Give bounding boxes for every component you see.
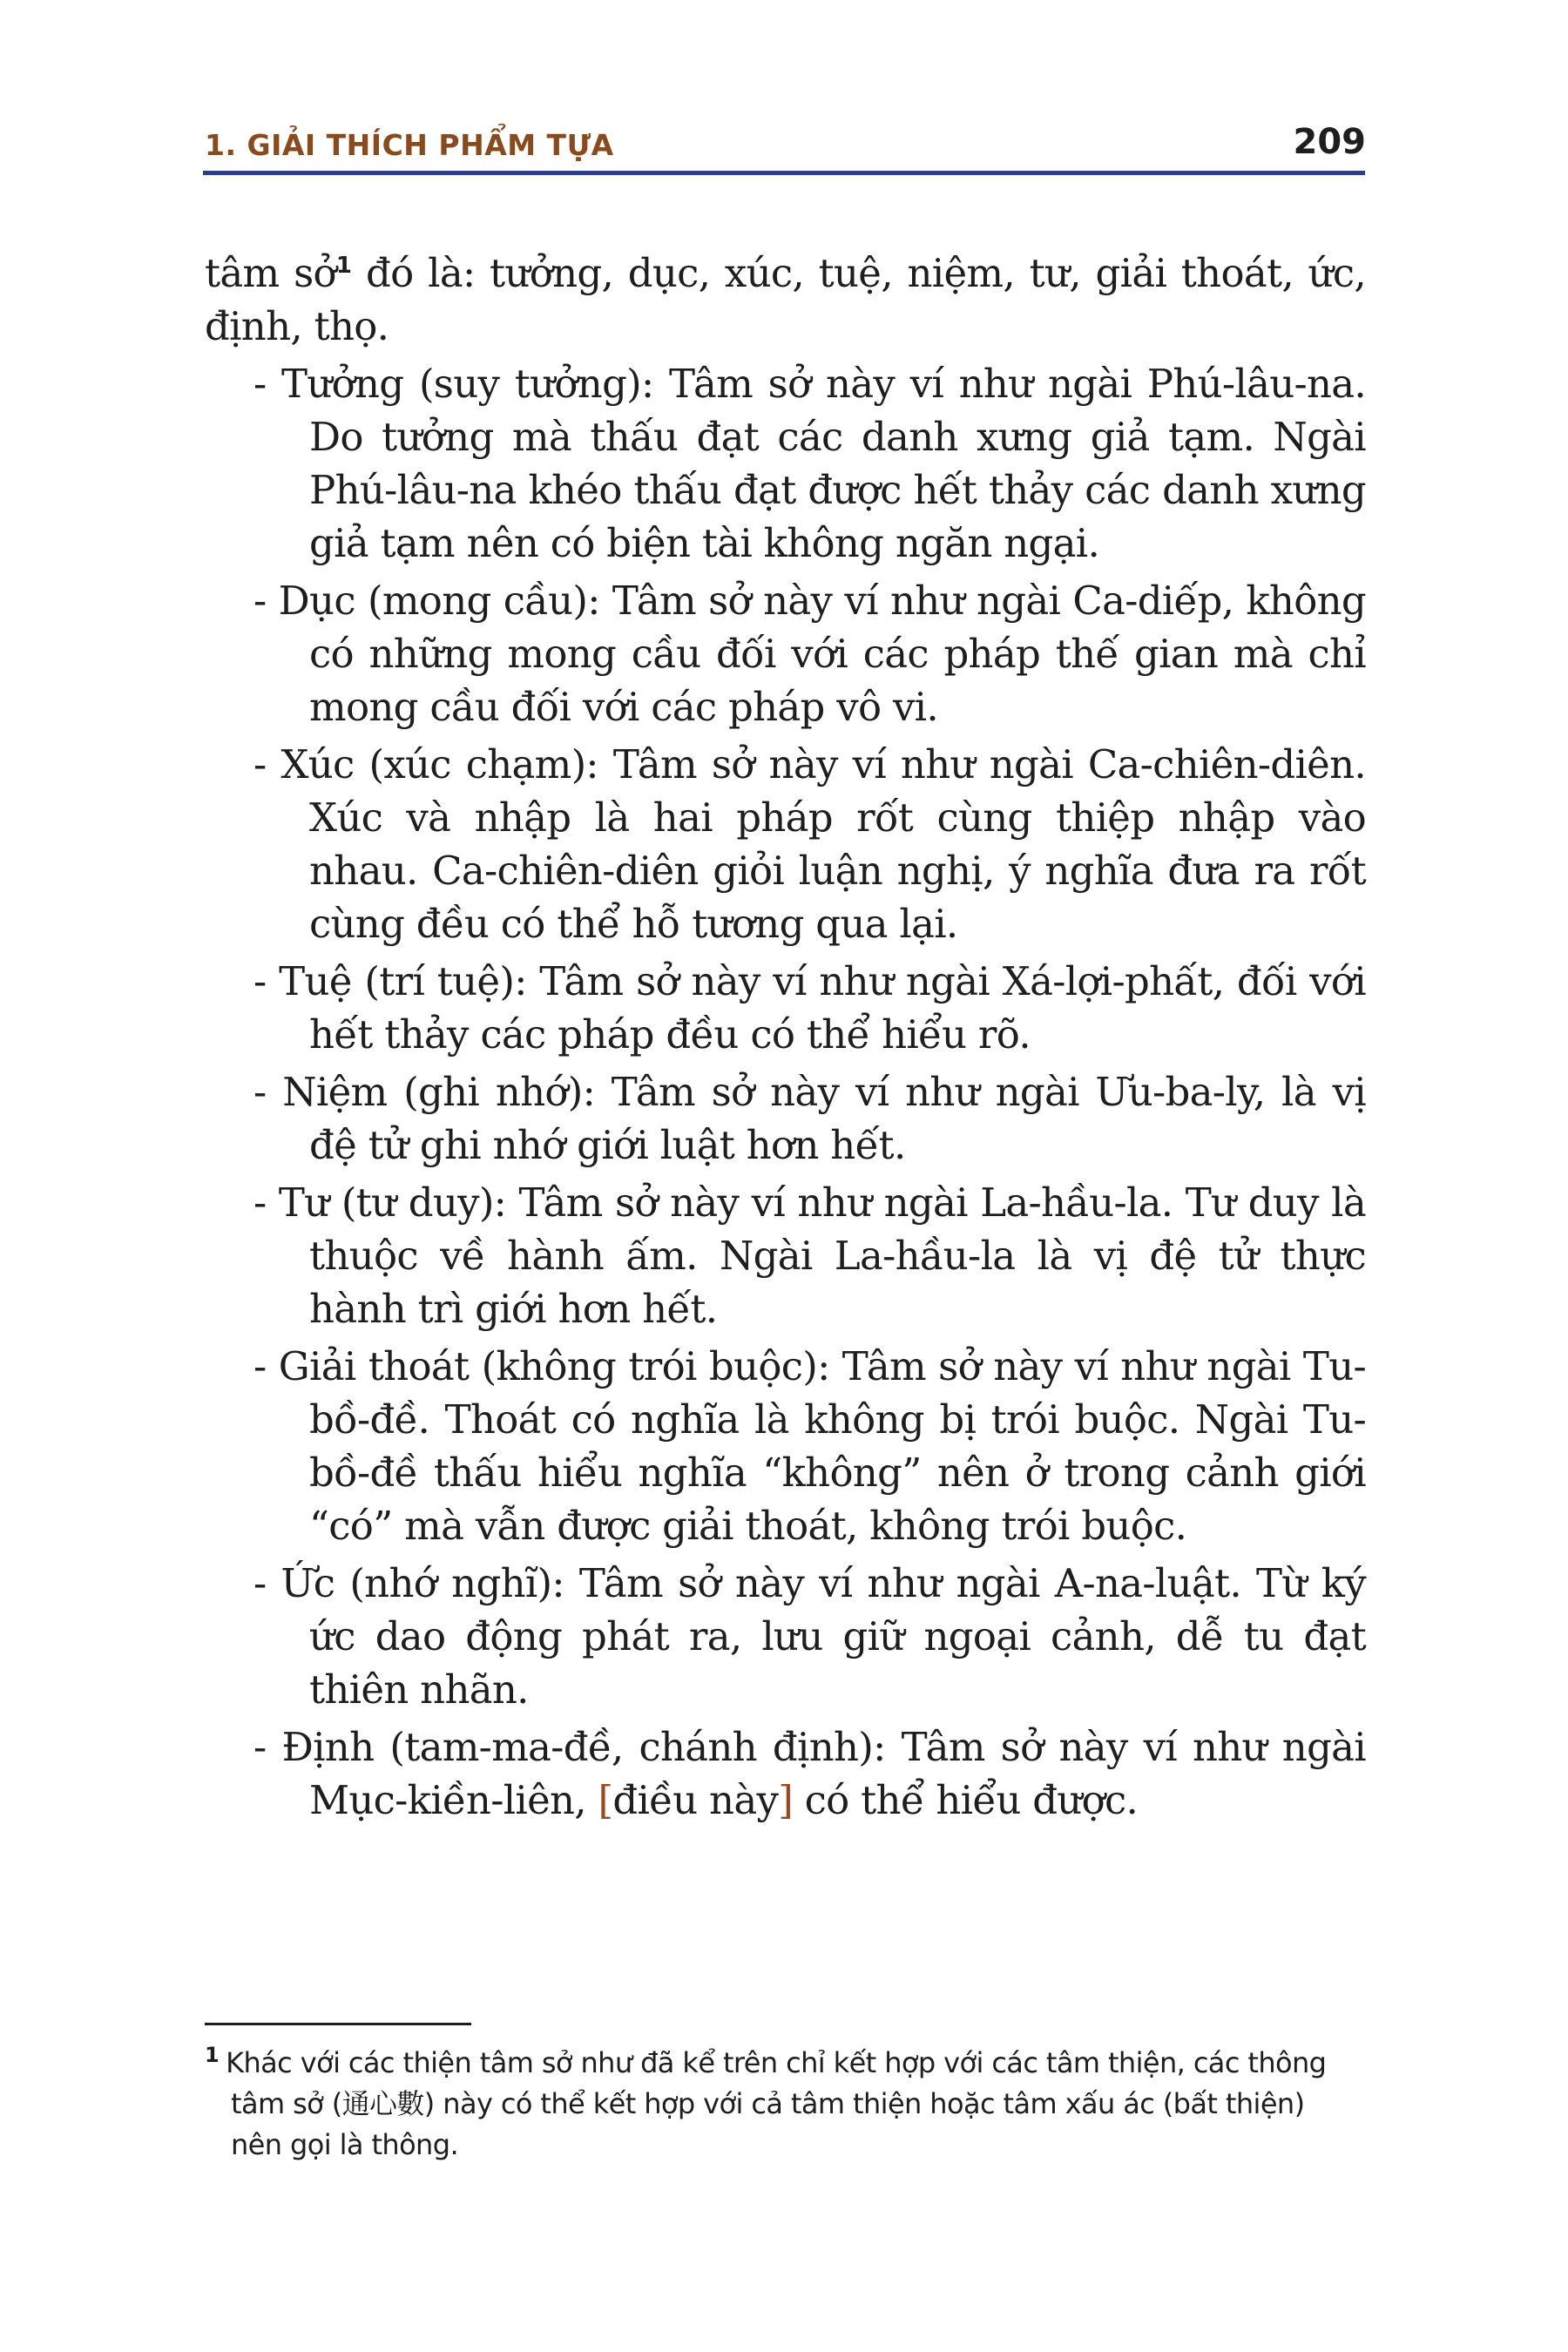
list-item: - Tuệ (trí tuệ): Tâm sở này ví như ngài Xá-lợi-phất, đối với hết thảy các pháp đều có thể hiểu rõ. [253, 958, 1366, 1058]
list-item: - Tư (tư duy): Tâm sở này ví như ngài La-hầu-la. Tư duy là thuộc về hành ấm. Ngài La-hầu-la là vị đệ tử thực hành trì giới hơn hết. [253, 1179, 1366, 1332]
page-number: 209 [1293, 122, 1366, 162]
list-item: - Niệm (ghi nhớ): Tâm sở này ví như ngài Ưu-ba-ly, là vị đệ tử ghi nhớ giới luật hơn hết. [253, 1069, 1366, 1168]
header-rule [203, 171, 1365, 175]
footnote-line-1 [205, 2043, 1366, 2084]
intro-paragraph [205, 247, 1366, 353]
list-item-last [205, 1720, 1366, 1827]
running-header-title: 1. GIẢI THÍCH PHẨM TỰA [205, 128, 614, 162]
body-text [205, 247, 1366, 1827]
list-item: - Xúc (xúc chạm): Tâm sở này ví như ngài Ca-chiên-diên. Xúc và nhập là hai pháp rốt cùng thiệp nhập vào nhau. Ca-chiên-diên giỏi luận nghị, ý nghĩa đưa ra rốt cùng đều có thể hỗ tương qua lại. [253, 741, 1366, 947]
footnote-text-1: Khác với các thiện tâm sở như đã kể trên chỉ kết hợp với các tâm thiện, các thông [226, 2046, 1327, 2079]
footnote-reference[interactable]: 1 [335, 253, 352, 279]
last-entry-text-after: có thể hiểu được. [793, 1777, 1139, 1823]
footnote-line-2: tâm sở (通心數) này có thể kết hợp với cả tâm thiện hoặc tâm xấu ác (bất thiện) [231, 2087, 1305, 2120]
list-item: - Dục (mong cầu): Tâm sở này ví như ngài Ca-diếp, không có những mong cầu đối với các pháp thế gian mà chỉ mong cầu đối với các pháp vô vi. [253, 578, 1366, 730]
editorial-bracket-open: [ [598, 1777, 613, 1823]
footnote-rule [205, 2023, 471, 2025]
editorial-bracket-close: ] [778, 1777, 794, 1823]
footnote-line-3: nên gọi là thông. [231, 2128, 459, 2161]
intro-text-before: tâm sở [205, 250, 336, 296]
list-item: - Tưởng (suy tưởng): Tâm sở này ví như ngài Phú-lâu-na. Do tưởng mà thấu đạt các danh xưng giả tạm. Ngài Phú-lâu-na khéo thấu đạt được hết thảy các danh xưng giả tạm nên có biện tài không ngăn ngại. [253, 361, 1366, 566]
list-item: - Giải thoát (không trói buộc): Tâm sở này ví như ngài Tu-bồ-đề. Thoát có nghĩa là không bị trói buộc. Ngài Tu-bồ-đề thấu hiểu nghĩa “không” nên ở trong cảnh giới “có” mà vẫn được giải thoát, không trói buộc. [253, 1343, 1366, 1549]
editorial-insertion: điều này [612, 1777, 779, 1823]
intro-text-after: đó là: tưởng, dục, xúc, tuệ, niệm, tư, giải thoát, ức, định, thọ. [205, 250, 1366, 349]
footnote-marker: 1 [205, 2043, 220, 2068]
list-item: - Ức (nhớ nghĩ): Tâm sở này ví như ngài A-na-luật. Từ ký ức dao động phát ra, lưu giữ ngoại cảnh, dễ tu đạt thiên nhãn. [253, 1560, 1366, 1713]
footnote [205, 2043, 1366, 2166]
mental-factor-list [205, 357, 1366, 1827]
last-entry-text-before: - Định (tam-ma-đề, chánh định): Tâm sở này ví như ngài Mục-kiền-liên, [253, 1724, 1366, 1823]
